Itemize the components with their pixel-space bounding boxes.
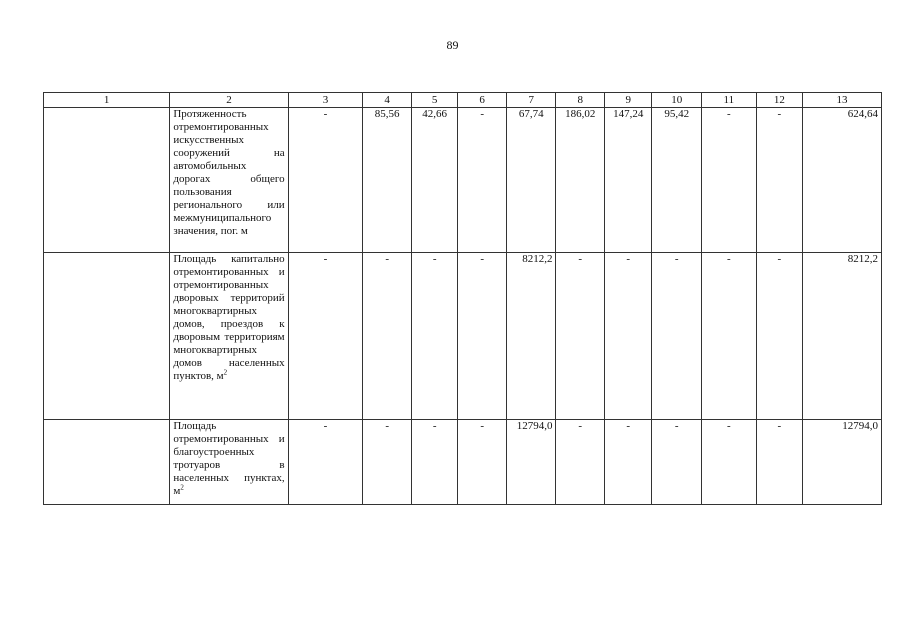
column-header: 1 (44, 93, 170, 108)
indicator-superscript: 2 (223, 368, 228, 377)
value-cell: - (288, 108, 363, 253)
data-table (43, 92, 882, 505)
value-cell: - (288, 420, 363, 505)
value-cell: - (458, 108, 507, 253)
total-cell: 624,64 (803, 108, 882, 253)
value-cell: 85,56 (363, 108, 412, 253)
column-header: 5 (411, 93, 457, 108)
value-cell: - (363, 253, 412, 420)
value-cell: - (288, 253, 363, 420)
empty-cell (44, 108, 170, 253)
table-row (44, 420, 882, 505)
total-cell: 8212,2 (803, 253, 882, 420)
value-cell: - (702, 420, 757, 505)
column-header: 8 (556, 93, 605, 108)
page-number: 89 (446, 38, 459, 52)
value-cell: 67,74 (506, 108, 556, 253)
value-cell: - (702, 108, 757, 253)
column-header: 2 (170, 93, 288, 108)
table-row (44, 253, 882, 420)
column-header: 7 (506, 93, 556, 108)
table-row (44, 108, 882, 253)
indicator-text: Площадь отремонтированных и благоустроенных тротуаров в населенных пунктах, м (173, 420, 285, 497)
indicator-text: Протяженность отремонтированных искусственных сооружений на автомобильных дорогах общего пользования регионального или межмуниципального значения, пог. м (173, 108, 285, 237)
empty-cell (44, 253, 170, 420)
indicator-cell (170, 420, 288, 505)
value-cell: - (756, 420, 802, 505)
indicator-superscript: 2 (180, 483, 184, 492)
column-header: 10 (652, 93, 702, 108)
indicator-text: Площадь капитально отремонтированных и отремонтированных дворовых территорий многоквартирных домов, проездов к дворовым территориям многоквартирных домов населенных пунктов, м (173, 253, 285, 382)
value-cell: - (756, 253, 802, 420)
value-cell: - (556, 253, 605, 420)
value-cell: 42,66 (411, 108, 457, 253)
value-cell: 186,02 (556, 108, 605, 253)
empty-cell (44, 420, 170, 505)
value-cell: 8212,2 (506, 253, 556, 420)
value-cell: - (652, 420, 702, 505)
value-cell: - (458, 253, 507, 420)
value-cell: - (363, 420, 412, 505)
value-cell: - (411, 253, 457, 420)
indicator-cell (170, 108, 288, 253)
value-cell: 95,42 (652, 108, 702, 253)
value-cell: - (411, 420, 457, 505)
total-cell: 12794,0 (803, 420, 882, 505)
indicator-cell (170, 253, 288, 420)
value-cell: - (702, 253, 757, 420)
value-cell: 12794,0 (506, 420, 556, 505)
value-cell: - (604, 420, 652, 505)
column-header: 11 (702, 93, 757, 108)
column-header: 4 (363, 93, 412, 108)
column-number-row (44, 93, 882, 108)
value-cell: - (604, 253, 652, 420)
column-header: 12 (756, 93, 802, 108)
column-header: 9 (604, 93, 652, 108)
value-cell: 147,24 (604, 108, 652, 253)
column-header: 6 (458, 93, 507, 108)
value-cell: - (756, 108, 802, 253)
value-cell: - (458, 420, 507, 505)
value-cell: - (556, 420, 605, 505)
column-header: 13 (803, 93, 882, 108)
value-cell: - (652, 253, 702, 420)
column-header: 3 (288, 93, 363, 108)
